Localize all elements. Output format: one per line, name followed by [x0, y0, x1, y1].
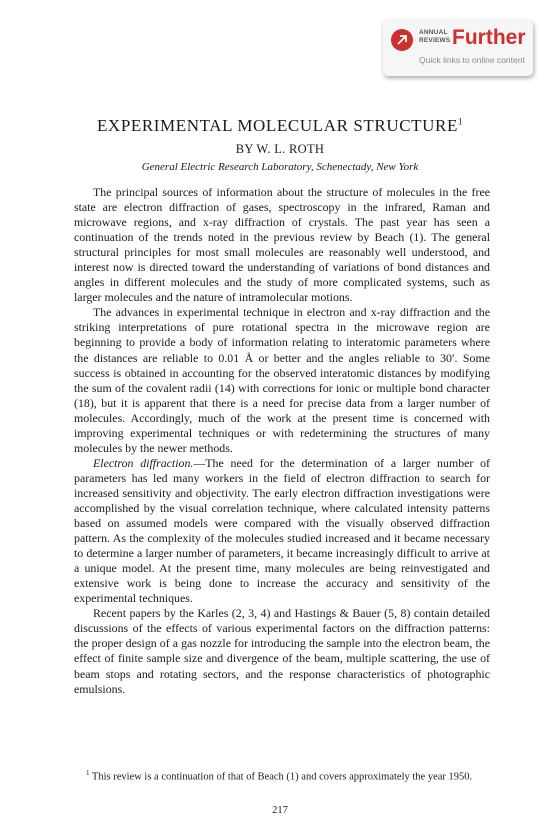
footnote-text: This review is a continuation of that of Beach (1) and covers approximately the year 1950. — [89, 771, 473, 783]
article-title — [0, 116, 560, 136]
annual-reviews-logo-icon — [391, 29, 413, 51]
link-arrow-icon — [395, 33, 409, 47]
page-number: 217 — [272, 805, 288, 816]
badge-annual-label: ANNUAL — [419, 29, 448, 36]
article-author: BY W. L. ROTH — [235, 142, 325, 156]
body-paragraph: The advances in experimental technique in electron and x-ray diffraction and the striking interpretations of pure rotational spectra in the microwave region are beginning to provide a body of information relating to interatomic parameters where the distances are reliable to 0.01 Å or better and the angles reliable to 30′. Some success is obtained in accounting for the observed interatomic distances by modifying the sum of the covalent radii (14) with corrections for ionic or multiple bond character (18), but it is apparent that there is a need for precise data from a larger number of molecules. Accordingly, much of the work at the present time is concerned with improving experimental techniques or with redetermining the structures of many molecules by the newer methods. — [74, 305, 490, 455]
body-paragraph-text: —The need for the determination of a larger number of parameters has led many workers in the field of electron diffraction to search for increased sensitivity and objectivity. The early electron diffraction investigations were accomplished by the visual correlation technique, where calculated intensity patterns based on assumed models were compared with the visually observed diffraction pattern. As the complexity of the molecules studied increased and it became necessary to determine a larger number of parameters, it became increasingly difficult to arrive at a unique model. At the present time, many molecules are being reinvestigated and extensive work is being done to increase the accuracy and sensitivity of the experimental techniques. — [74, 455, 490, 606]
body-paragraph: Recent papers by the Karles (2, 3, 4) and Hastings & Bauer (5, 8) contain detailed discussions of the effects of various experimental factors on the diffraction patterns: the proper design of a gas nozzle for introducing the sample into the electron beam, the effect of finite sample size and divergence of the beam, multiple scattering, the use of beam stops and rotating sectors, and the response characteristics of photographic emulsions. — [74, 606, 490, 696]
annual-reviews-wordmark — [419, 29, 450, 45]
author-affiliation: General Electric Research Laboratory, Schenectady, New York — [141, 161, 419, 173]
footnote — [74, 766, 490, 785]
footnote-marker: 1 — [86, 769, 90, 777]
annual-reviews-further-badge[interactable] — [383, 20, 533, 76]
badge-reviews-label: REVIEWS — [419, 37, 451, 44]
badge-further-label[interactable]: Further — [452, 26, 526, 49]
article-title-text: EXPERIMENTAL MOLECULAR STRUCTURE — [96, 116, 458, 135]
body-paragraph: The principal sources of information about the structure of molecules in the free state are electron diffraction of gases, spectroscopy in the infrared, Raman and microwave regions, and x-ray diffraction of crystals. The past year has seen a continuation of the trends noted in the previous review by Beach (1). The general structural principles for most small molecules are reasonably well understood, and interest now is directed toward the understanding of variations of bond distances and angles in different molecules and the study of more complicated systems, such as larger molecules and the nature of intramolecular motions. — [74, 185, 490, 305]
body-paragraph — [74, 456, 490, 606]
title-footnote-marker[interactable]: 1 — [457, 116, 464, 127]
section-heading-electron-diffraction: Electron diffraction. — [93, 455, 194, 470]
article-body — [74, 185, 490, 697]
badge-subtitle[interactable]: Quick links to online content — [419, 55, 525, 65]
